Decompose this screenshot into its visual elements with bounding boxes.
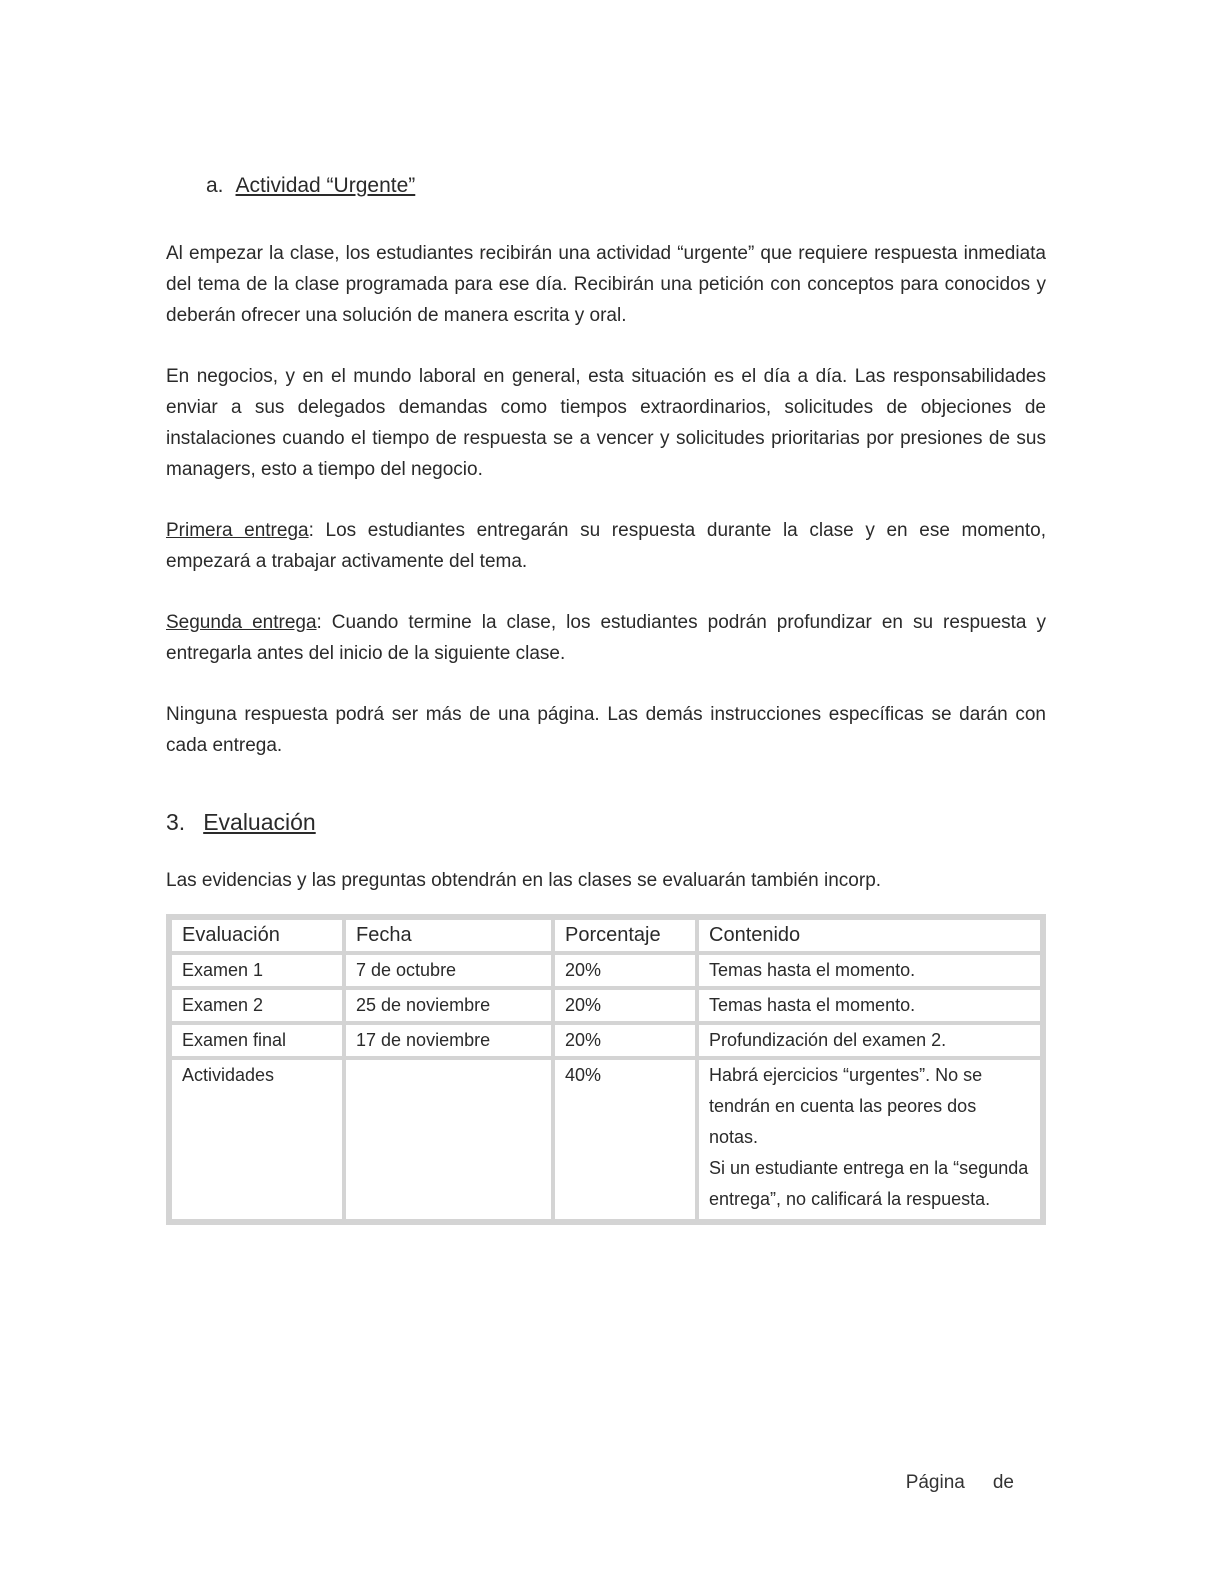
cell-evaluation: Actividades: [170, 1058, 344, 1221]
first-delivery-text: : Los estudiantes entregarán su respuesta durante la clase y en ese momento, empezará a trabajar activamente del tema.: [166, 520, 1046, 572]
cell-percentage: 20%: [553, 1023, 697, 1058]
paragraph-intro: Al empezar la clase, los estudiantes recibirán una actividad “urgente” que requiere respuesta inmediata del tema de la clase programada para ese día. Recibirán una petición con conceptos para conocidos y deberán ofrecer una solución de manera escrita y oral.: [166, 243, 1046, 326]
cell-content: Profundización del examen 2.: [697, 1023, 1042, 1058]
header-contenido: Contenido: [697, 918, 1042, 953]
cell-percentage: 20%: [553, 988, 697, 1023]
table-row: [170, 953, 1042, 988]
second-delivery-label: Segunda entrega: [166, 612, 317, 633]
page-content: [166, 170, 1046, 1225]
cell-date: 7 de octubre: [344, 953, 553, 988]
cell-date: [344, 1058, 553, 1221]
cell-percentage: 40%: [553, 1058, 697, 1221]
cell-evaluation: Examen 1: [170, 953, 344, 988]
header-evaluacion: Evaluación: [170, 918, 344, 953]
cell-percentage: 20%: [553, 953, 697, 988]
paragraph-first-delivery: [166, 515, 1046, 577]
cell-evaluation: Examen final: [170, 1023, 344, 1058]
cell-date: 25 de noviembre: [344, 988, 553, 1023]
cell-date: 17 de noviembre: [344, 1023, 553, 1058]
table-header-row: [170, 918, 1042, 953]
first-delivery-label: Primera entrega: [166, 520, 309, 541]
cell-content: Temas hasta el momento.: [697, 953, 1042, 988]
section-number: 3.: [166, 809, 186, 835]
page-of-label: de: [992, 1472, 1014, 1493]
cell-content: Habrá ejercicios “urgentes”. No se tendrán en cuenta las peores dos notas. Si un estudiante entrega en la “segunda entrega”, no calificará la respuesta.: [697, 1058, 1042, 1221]
section-heading: [166, 805, 1046, 839]
header-porcentaje: Porcentaje: [553, 918, 697, 953]
subsection-title: Actividad “Urgente”: [235, 174, 416, 197]
header-fecha: Fecha: [344, 918, 553, 953]
table-row: [170, 1023, 1042, 1058]
subsection-heading: [206, 170, 1046, 202]
cell-evaluation: Examen 2: [170, 988, 344, 1023]
table-row: [170, 1058, 1042, 1221]
second-delivery-text: : Cuando termine la clase, los estudiantes podrán profundizar en su respuesta y entregarla antes del inicio de la siguiente clase.: [166, 612, 1046, 664]
subsection-marker: a.: [206, 174, 224, 197]
evaluation-table: [166, 914, 1046, 1225]
paragraph-context: En negocios, y en el mundo laboral en general, esta situación es el día a día. Las responsabilidades enviar a sus delegados demandas como tiempos extraordinarios, solicitudes de objeciones de instalaciones cuando el tiempo de respuesta se a vencer y solicitudes prioritarias por presiones de sus managers, esto a tiempo del negocio.: [166, 366, 1046, 480]
page-footer: [906, 1472, 1014, 1494]
paragraph-closing: Ninguna respuesta podrá ser más de una página. Las demás instrucciones específicas se darán con cada entrega.: [166, 704, 1046, 756]
page-label: Página: [905, 1472, 965, 1493]
paragraph-second-delivery: [166, 607, 1046, 669]
cell-content: Temas hasta el momento.: [697, 988, 1042, 1023]
section-title: Evaluación: [203, 809, 316, 835]
table-row: [170, 988, 1042, 1023]
evaluation-intro: Las evidencias y las preguntas obtendrán en las clases se evaluarán también incorp.: [166, 870, 882, 891]
